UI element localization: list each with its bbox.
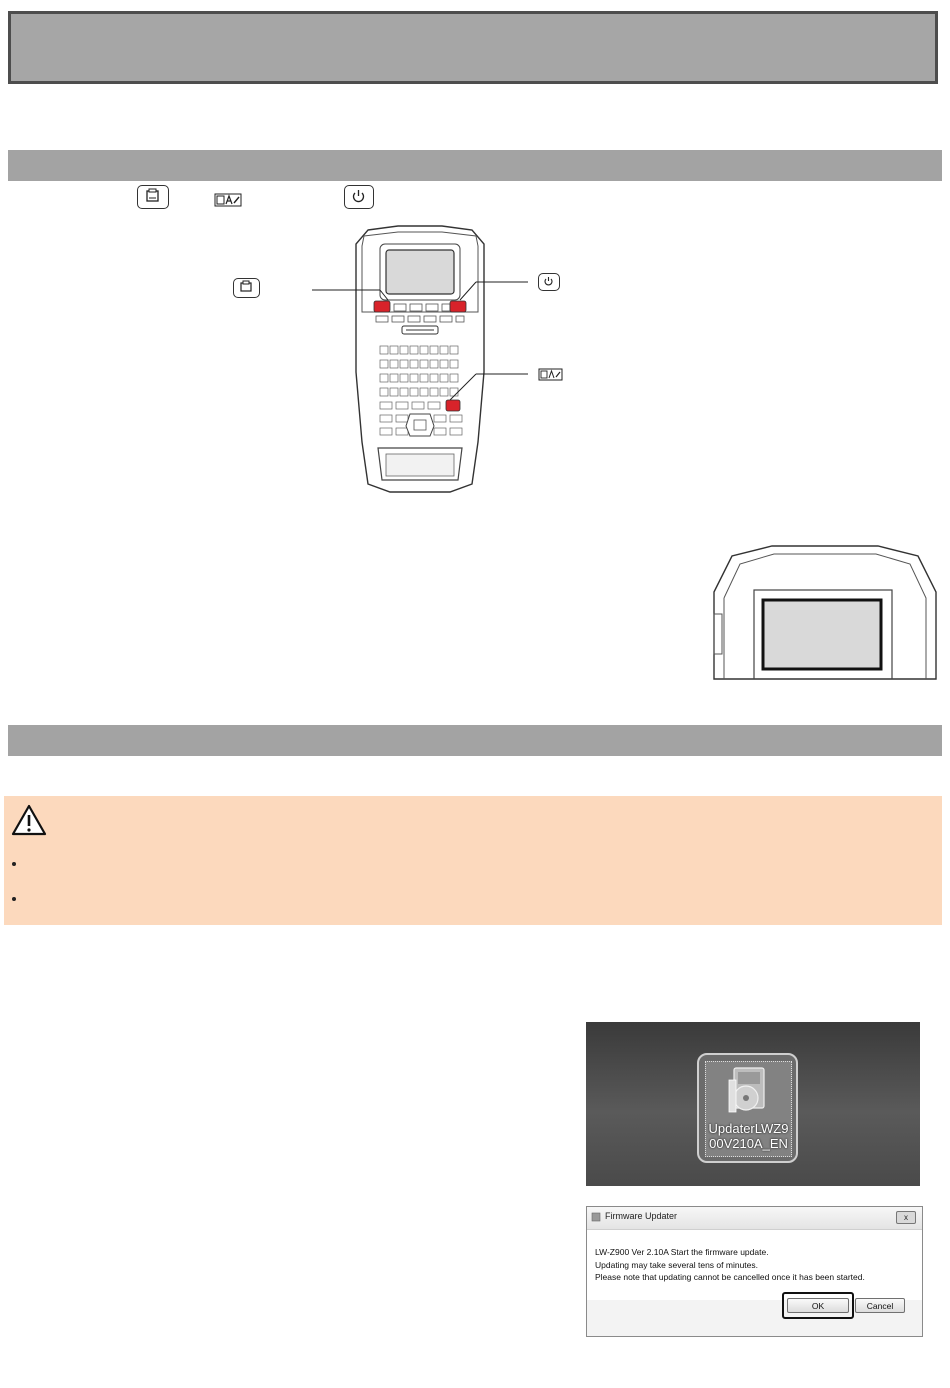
dialog-message-line-2: Updating may take several tens of minutes.: [595, 1260, 758, 1270]
updater-icon-label-line1: UpdaterLWZ9: [708, 1121, 789, 1136]
feed-cut-key-icon: [214, 193, 242, 207]
print-key-icon: [137, 185, 169, 209]
firmware-updater-dialog: [586, 1206, 923, 1337]
updater-cd-icon: [726, 1066, 772, 1116]
desktop-screenshot: [586, 1022, 920, 1186]
ok-button[interactable]: OK: [787, 1298, 849, 1313]
warning-box: [4, 796, 942, 925]
dialog-title-bar: [587, 1207, 922, 1230]
app-icon: [591, 1212, 601, 1222]
updater-desktop-icon[interactable]: [697, 1053, 798, 1163]
page-title-box: [8, 11, 938, 84]
feed-cut-key-callout-icon: [538, 368, 563, 381]
dialog-message-line-1: LW-Z900 Ver 2.10A Start the firmware update.: [595, 1247, 769, 1257]
warning-bullet-1: [12, 862, 16, 866]
section-header-bar-2: [8, 725, 942, 756]
warning-triangle-icon: [11, 804, 47, 836]
dialog-title: Firmware Updater: [605, 1211, 678, 1221]
power-key-callout-icon: [538, 273, 560, 291]
dialog-close-button[interactable]: x: [896, 1211, 916, 1224]
updater-icon-label-line2: 00V210A_EN: [709, 1136, 788, 1151]
callout-lines: [300, 270, 550, 410]
dialog-body: [587, 1230, 922, 1300]
power-key-icon: [344, 185, 374, 209]
print-key-callout-icon: [233, 278, 260, 298]
dialog-message-line-3: Please note that updating cannot be cancelled once it has been started.: [595, 1272, 865, 1282]
section-header-bar-1: [8, 150, 942, 181]
warning-bullet-2: [12, 897, 16, 901]
cancel-button[interactable]: Cancel: [855, 1298, 905, 1313]
display-closeup-illustration: [710, 542, 940, 680]
